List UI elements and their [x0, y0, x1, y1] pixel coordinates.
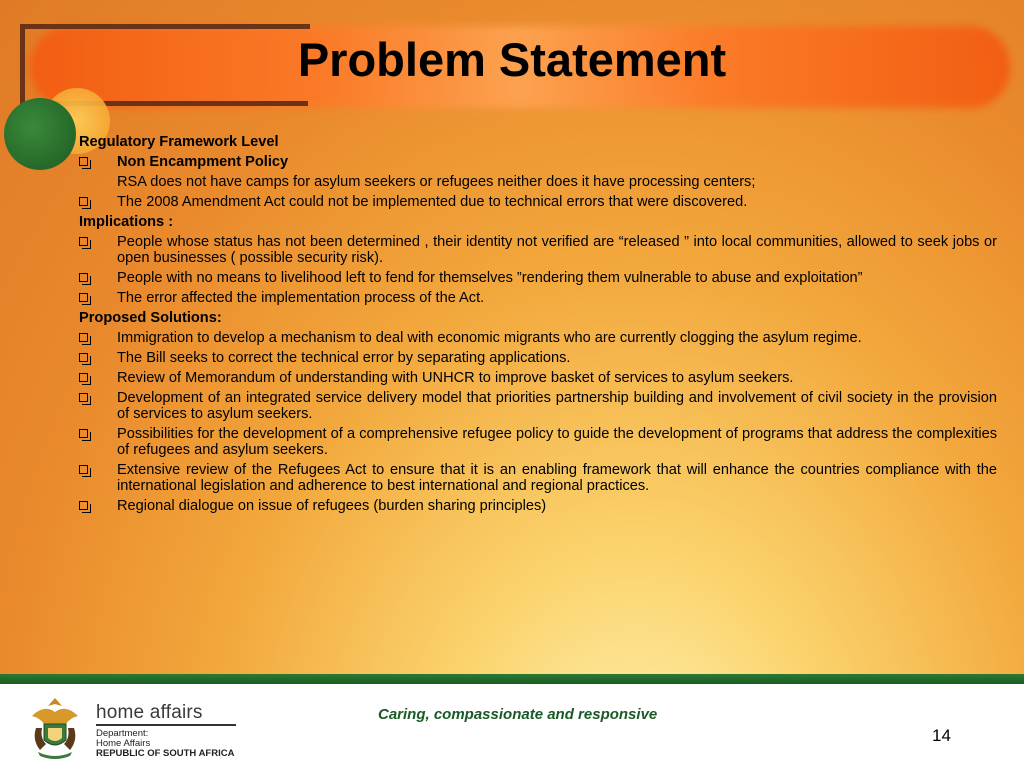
dept-line: Home Affairs [96, 738, 151, 749]
checkbox-bullet-icon [79, 157, 88, 166]
solutions-heading: Proposed Solutions: [79, 310, 222, 326]
coat-of-arms-icon [26, 694, 84, 762]
footer [0, 684, 1024, 768]
bullet-item [79, 370, 997, 386]
checkbox-bullet-icon [79, 429, 88, 438]
bullet-item [79, 498, 997, 514]
dept-line: Department: [96, 728, 149, 739]
bullet-text: Extensive review of the Refugees Act to ensure that it is an enabling framework that will enhance the countries compliance with the international legislation and adherence to best international and regional practices. [117, 462, 997, 494]
bullet-item [79, 270, 997, 286]
checkbox-bullet-icon [79, 293, 88, 302]
bullet-text: Review of Memorandum of understanding with UNHCR to improve basket of services to asylum seekers. [117, 370, 794, 386]
checkbox-bullet-icon [79, 393, 88, 402]
dept-line: REPUBLIC OF SOUTH AFRICA [96, 748, 235, 759]
bullet-text: Non Encampment Policy [117, 154, 289, 170]
regulatory-heading: Regulatory Framework Level [79, 134, 279, 150]
checkbox-bullet-icon [79, 273, 88, 282]
checkbox-bullet-icon [79, 197, 88, 206]
bullet-text: Immigration to develop a mechanism to deal with economic migrants who are currently clogging the asylum regime. [117, 330, 862, 346]
bullet-item [79, 426, 997, 458]
bullet-text: The 2008 Amendment Act could not be implemented due to technical errors that were discovered. [117, 194, 748, 210]
bullet-text: Possibilities for the development of a comprehensive refugee policy to guide the development of programs that address the complexities of refugees and asylum seekers. [117, 426, 997, 458]
title-frame-tail [300, 24, 310, 29]
bullet-text: The Bill seeks to correct the technical error by separating applications. [117, 350, 571, 366]
bullet-text: Regional dialogue on issue of refugees (burden sharing principles) [117, 498, 547, 514]
bullet-text: Development of an integrated service delivery model that priorities partnership building and involvement of civil society in the provision of services to asylum seekers. [117, 390, 997, 422]
decorative-green-circle [4, 98, 76, 170]
bullet-item [79, 390, 997, 422]
bullet-item [79, 290, 997, 306]
bullet-text: People whose status has not been determined , their identity not verified are “released ” into local communities, allowed to seek jobs or open businesses ( possible security risk). [117, 234, 997, 266]
sub-text: RSA does not have camps for asylum seekers or refugees neither does it have processing centers; [117, 174, 756, 190]
checkbox-bullet-icon [79, 237, 88, 246]
logo-rule [96, 724, 236, 726]
bullet-item [79, 330, 997, 346]
checkbox-bullet-icon [79, 333, 88, 342]
checkbox-bullet-icon [79, 465, 88, 474]
checkbox-bullet-icon [79, 353, 88, 362]
slide-title: Problem Statement [297, 33, 727, 86]
implications-heading: Implications : [79, 214, 174, 230]
bullet-text: People with no means to livelihood left to fend for themselves ”rendering them vulnerable to abuse and exploitation” [117, 270, 863, 286]
bullet-item [79, 194, 997, 210]
page-number: 14 [932, 726, 951, 745]
checkbox-bullet-icon [79, 501, 88, 510]
bullet-item [79, 462, 997, 494]
bullet-item [79, 154, 997, 170]
slogan: Caring, compassionate and responsive [378, 706, 658, 723]
slide-content [79, 134, 997, 518]
department-text [96, 729, 234, 759]
bullet-item [79, 350, 997, 366]
footer-divider [0, 674, 1024, 684]
checkbox-bullet-icon [79, 373, 88, 382]
home-affairs-logo-text: home affairs [96, 702, 203, 723]
bullet-item [79, 234, 997, 266]
bullet-text: The error affected the implementation process of the Act. [117, 290, 485, 306]
